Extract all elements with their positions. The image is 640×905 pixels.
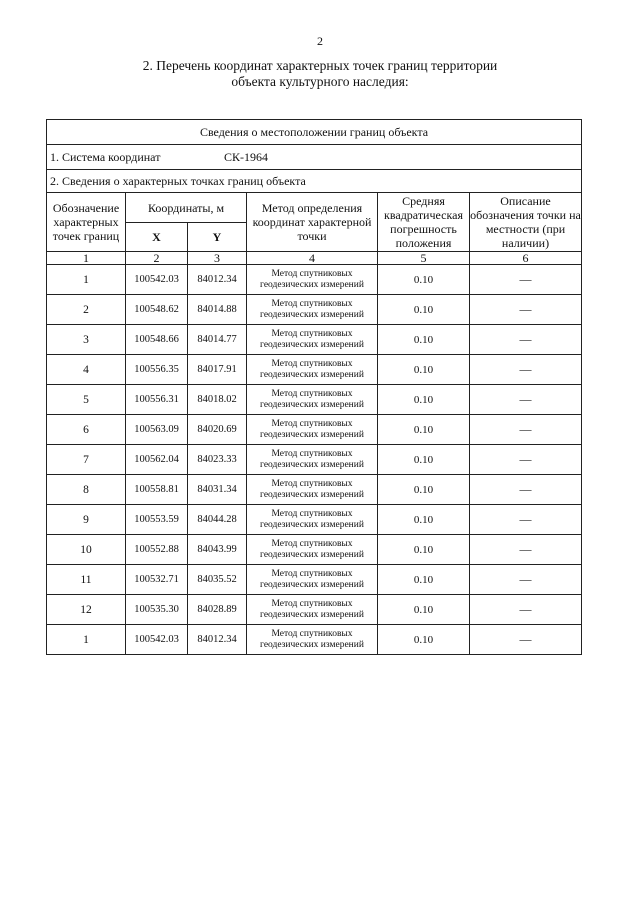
precision-cell: 0.10 <box>378 355 470 385</box>
coord-x: 100562.04 <box>126 445 188 475</box>
method-cell: Метод спутниковых геодезических измерений <box>247 295 378 325</box>
precision-cell: 0.10 <box>378 415 470 445</box>
coord-y: 84014.77 <box>188 325 247 355</box>
column-number: 3 <box>188 252 247 265</box>
column-number: 6 <box>470 252 582 265</box>
precision-cell: 0.10 <box>378 325 470 355</box>
table-title: Сведения о местоположении границ объекта <box>47 120 582 145</box>
column-number-row <box>47 252 582 265</box>
point-number: 9 <box>47 505 126 535</box>
description-cell: — <box>470 265 582 295</box>
table-row <box>47 535 582 565</box>
column-number: 1 <box>47 252 126 265</box>
points-section-label: 2. Сведения о характерных точках границ объекта <box>47 170 582 193</box>
description-cell: — <box>470 475 582 505</box>
precision-cell: 0.10 <box>378 385 470 415</box>
precision-cell: 0.10 <box>378 505 470 535</box>
point-number: 8 <box>47 475 126 505</box>
coord-y: 84012.34 <box>188 625 247 655</box>
coord-x: 100558.81 <box>126 475 188 505</box>
coord-x: 100556.31 <box>126 385 188 415</box>
precision-cell: 0.10 <box>378 475 470 505</box>
coord-x: 100552.88 <box>126 535 188 565</box>
point-number: 6 <box>47 415 126 445</box>
coord-y: 84043.99 <box>188 535 247 565</box>
precision-cell: 0.10 <box>378 445 470 475</box>
point-number: 4 <box>47 355 126 385</box>
header-coordinates: Координаты, м <box>126 193 247 223</box>
point-number: 10 <box>47 535 126 565</box>
point-number: 1 <box>47 265 126 295</box>
heading-line-1: 2. Перечень координат характерных точек границ территории <box>142 58 498 73</box>
method-cell: Метод спутниковых геодезических измерений <box>247 265 378 295</box>
boundary-coordinates-table <box>46 119 582 655</box>
precision-cell: 0.10 <box>378 565 470 595</box>
point-number: 7 <box>47 445 126 475</box>
method-cell: Метод спутниковых геодезических измерений <box>247 625 378 655</box>
point-number: 1 <box>47 625 126 655</box>
coord-y: 84012.34 <box>188 265 247 295</box>
coord-x: 100542.03 <box>126 265 188 295</box>
page-number: 2 <box>317 34 323 48</box>
table-row <box>47 595 582 625</box>
coord-y: 84031.34 <box>188 475 247 505</box>
table-row <box>47 265 582 295</box>
description-cell: — <box>470 595 582 625</box>
coord-y: 84044.28 <box>188 505 247 535</box>
method-cell: Метод спутниковых геодезических измерений <box>247 505 378 535</box>
method-cell: Метод спутниковых геодезических измерений <box>247 565 378 595</box>
column-number: 2 <box>126 252 188 265</box>
description-cell: — <box>470 295 582 325</box>
method-cell: Метод спутниковых геодезических измерений <box>247 385 378 415</box>
coord-x: 100563.09 <box>126 415 188 445</box>
method-cell: Метод спутниковых геодезических измерений <box>247 535 378 565</box>
header-x: X <box>126 223 188 252</box>
precision-cell: 0.10 <box>378 295 470 325</box>
point-number: 3 <box>47 325 126 355</box>
column-number: 5 <box>378 252 470 265</box>
coord-y: 84018.02 <box>188 385 247 415</box>
precision-cell: 0.10 <box>378 595 470 625</box>
coord-x: 100532.71 <box>126 565 188 595</box>
coord-x: 100535.30 <box>126 595 188 625</box>
header-precision: Средняя квадратическая погрешность положения <box>378 193 470 252</box>
table-row <box>47 325 582 355</box>
method-cell: Метод спутниковых геодезических измерений <box>247 415 378 445</box>
coordinate-system-label: 1. Система координат <box>50 149 161 164</box>
coord-y: 84017.91 <box>188 355 247 385</box>
description-cell: — <box>470 325 582 355</box>
table-row <box>47 625 582 655</box>
table-row <box>47 415 582 445</box>
header-y: Y <box>188 223 247 252</box>
precision-cell: 0.10 <box>378 265 470 295</box>
method-cell: Метод спутниковых геодезических измерений <box>247 595 378 625</box>
document-heading <box>0 58 640 90</box>
description-cell: — <box>470 415 582 445</box>
coord-y: 84020.69 <box>188 415 247 445</box>
coord-y: 84035.52 <box>188 565 247 595</box>
point-number: 11 <box>47 565 126 595</box>
precision-cell: 0.10 <box>378 535 470 565</box>
coordinate-system-row <box>47 145 582 170</box>
method-cell: Метод спутниковых геодезических измерений <box>247 445 378 475</box>
coord-x: 100553.59 <box>126 505 188 535</box>
description-cell: — <box>470 535 582 565</box>
table-row <box>47 475 582 505</box>
coord-y: 84028.89 <box>188 595 247 625</box>
coord-x: 100542.03 <box>126 625 188 655</box>
description-cell: — <box>470 625 582 655</box>
column-number: 4 <box>247 252 378 265</box>
coord-x: 100548.66 <box>126 325 188 355</box>
table-row <box>47 295 582 325</box>
table-row <box>47 505 582 535</box>
table-row <box>47 445 582 475</box>
header-method: Метод определения координат характерной точки <box>247 193 378 252</box>
table-row <box>47 565 582 595</box>
heading-line-2: объекта культурного наследия: <box>231 74 409 89</box>
point-number: 12 <box>47 595 126 625</box>
method-cell: Метод спутниковых геодезических измерений <box>247 355 378 385</box>
coordinate-system-value: СК-1964 <box>224 149 269 164</box>
precision-cell: 0.10 <box>378 625 470 655</box>
header-description: Описание обозначения точки на местности (при наличии) <box>470 194 581 250</box>
header-designation: Обозначение характерных точек границ <box>47 193 126 252</box>
coord-y: 84014.88 <box>188 295 247 325</box>
point-number: 2 <box>47 295 126 325</box>
description-cell: — <box>470 355 582 385</box>
method-cell: Метод спутниковых геодезических измерений <box>247 475 378 505</box>
coord-x: 100556.35 <box>126 355 188 385</box>
table-row <box>47 355 582 385</box>
description-cell: — <box>470 565 582 595</box>
method-cell: Метод спутниковых геодезических измерений <box>247 325 378 355</box>
coord-x: 100548.62 <box>126 295 188 325</box>
point-number: 5 <box>47 385 126 415</box>
table-row <box>47 385 582 415</box>
description-cell: — <box>470 385 582 415</box>
coord-y: 84023.33 <box>188 445 247 475</box>
description-cell: — <box>470 445 582 475</box>
description-cell: — <box>470 505 582 535</box>
